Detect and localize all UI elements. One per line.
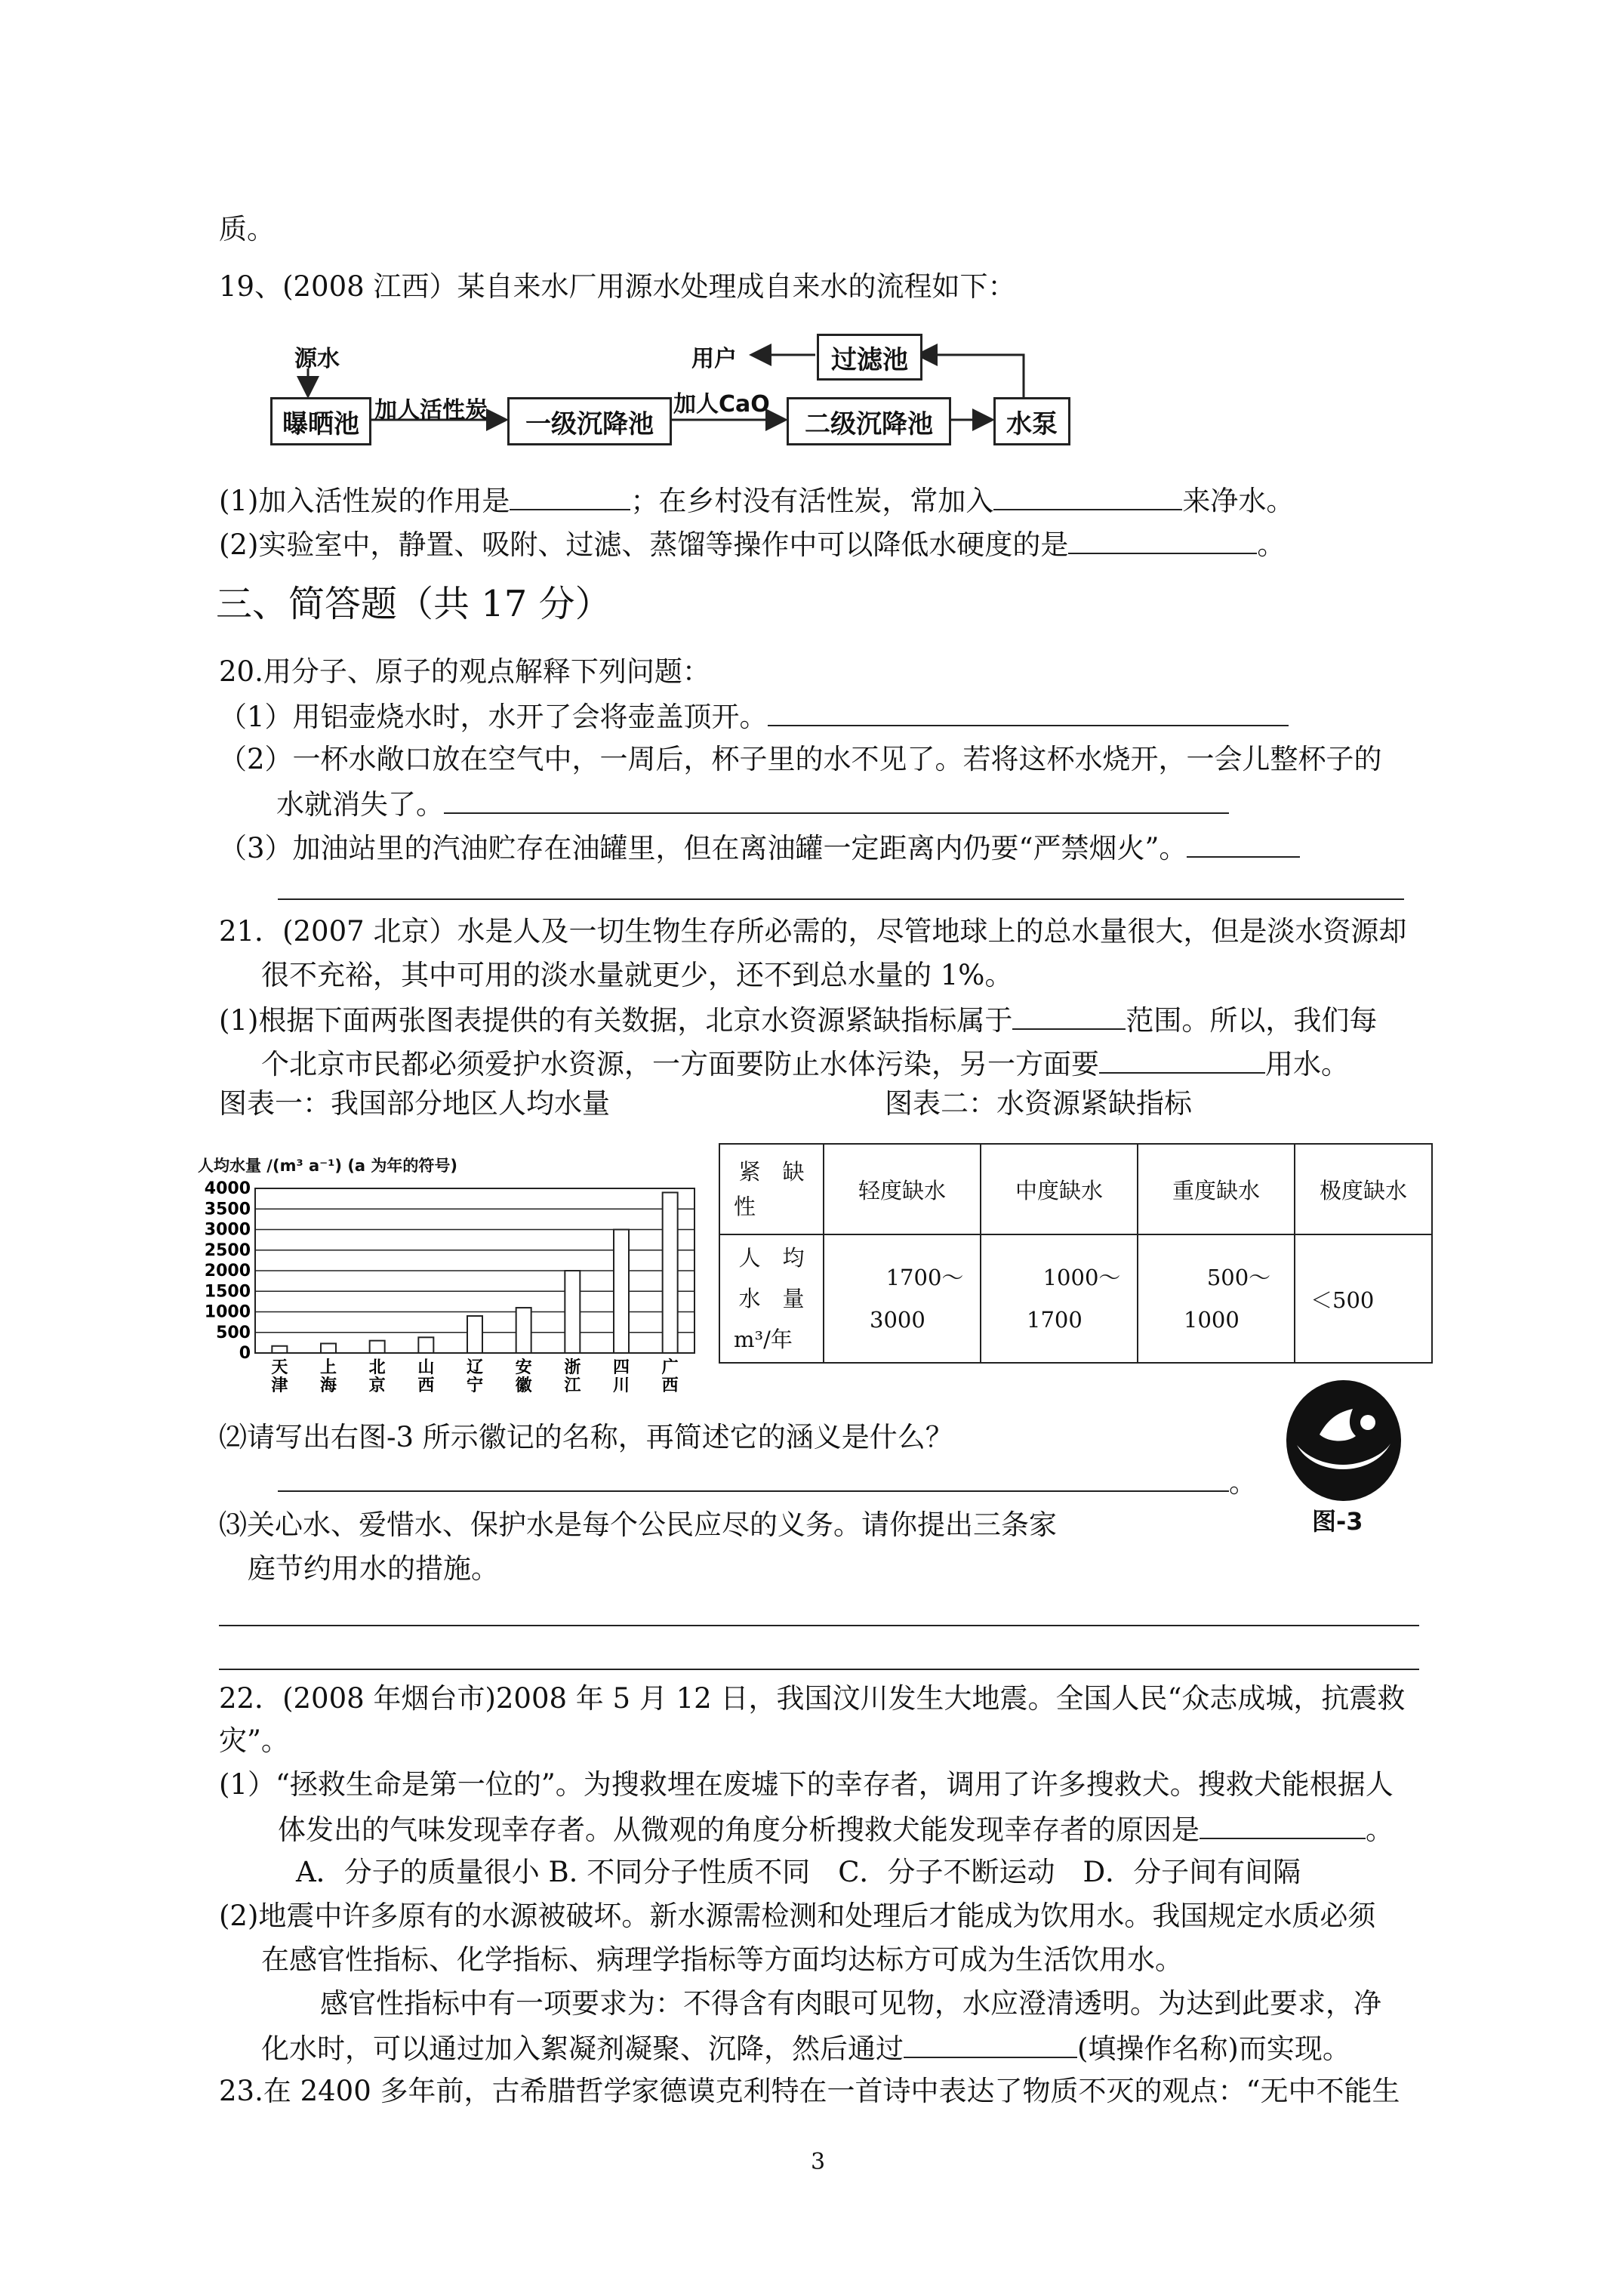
table-header-cell: 极度缺水: [1295, 1144, 1432, 1234]
text: 化水时，可以通过加入絮凝剂凝聚、沉降，然后通过: [261, 2032, 904, 2065]
question-22-options: A．分子的质量很小 B. 不同分子性质不同 C．分子不断运动 D．分子间有间隔: [296, 1856, 1301, 1888]
text: m³/年: [734, 1327, 793, 1352]
question-20-part3: [219, 831, 1300, 865]
table-cell: [1138, 1234, 1295, 1363]
bar: [467, 1316, 482, 1353]
question-20-part1: [219, 699, 1289, 734]
text: （3）加油站里的汽油贮存在油罐里，但在离油罐一定距离内仍要“严禁烟火”。: [219, 832, 1187, 864]
x-tick-label: 广西: [661, 1358, 679, 1395]
flow-node-pump: 水泵: [993, 397, 1070, 445]
section-heading: 三、简答题（共 17 分）: [216, 583, 611, 625]
table-header-cell: 中度缺水: [981, 1144, 1138, 1234]
table-header-cell: 重度缺水: [1138, 1144, 1295, 1234]
flow-user-label: 用户: [691, 346, 737, 372]
text: 范围。所以，我们每: [1126, 1004, 1378, 1037]
text: 用水。: [1265, 1048, 1349, 1080]
answer-blank[interactable]: [1187, 831, 1300, 858]
question-22-part2-cont: 在感官性指标、化学指标、病理学指标等方面均达标方可成为生活饮用水。: [261, 1943, 1183, 1976]
question-21-stem: 21．(2007 北京）水是人及一切生物生存所必需的，尽管地球上的总水量很大，但是淡水资源却: [219, 915, 1407, 948]
y-tick-label: 3500: [204, 1200, 251, 1219]
bar: [565, 1271, 580, 1353]
answer-blank[interactable]: [1200, 1812, 1366, 1839]
chart-title: 人均水量 /(m³ a⁻¹) (a 为年的符号): [198, 1157, 458, 1175]
question-21-part2: ⑵请写出右图-3 所示徽记的名称，再简述它的涵义是什么？: [219, 1421, 953, 1453]
text: 水 量: [738, 1286, 805, 1311]
text: 水就消失了。: [276, 788, 444, 821]
text: 3000: [870, 1307, 925, 1333]
answer-line[interactable]: [278, 898, 1404, 900]
table-cell: [824, 1234, 981, 1363]
text: 性: [734, 1194, 756, 1219]
question-22-stem: 22．(2008 年烟台市)2008 年 5 月 12 日，我国汶川发生大地震。全国人民“众志成城，抗震救: [219, 1682, 1406, 1715]
text: 1700～: [885, 1265, 964, 1290]
question-21-part1-cont: [261, 1046, 1349, 1081]
flow-source-label: 源水: [294, 346, 340, 372]
chart2-caption: 图表二：水资源紧缺指标: [885, 1087, 1192, 1120]
bar: [614, 1230, 629, 1354]
text: 。: [1366, 1814, 1394, 1846]
text: （1）用铝壶烧水时，水开了会将壶盖顶开。: [219, 701, 768, 733]
answer-blank[interactable]: [1012, 1003, 1126, 1030]
answer-blank[interactable]: [768, 699, 1289, 726]
question-21-part3: ⑶关心水、爱惜水、保护水是每个公民应尽的义务。请你提出三条家: [219, 1509, 1057, 1541]
text: 人 均: [738, 1245, 805, 1271]
emblem-caption: 图-3: [1312, 1507, 1363, 1536]
x-tick-label: 天津: [271, 1358, 288, 1395]
bar: [370, 1341, 385, 1353]
y-tick-label: 500: [216, 1323, 251, 1342]
question-22-part2-para: 感官性指标中有一项要求为：不得含有肉眼可见物，水应澄清透明。为达到此要求，净: [320, 1987, 1381, 2020]
x-tick-label: 安徽: [515, 1358, 532, 1395]
answer-blank[interactable]: [278, 1465, 1229, 1492]
x-tick-label: 山西: [417, 1358, 435, 1395]
text: 。: [1229, 1466, 1257, 1499]
question-19-part1: [219, 483, 1294, 518]
question-21-part2-answer: [278, 1465, 1257, 1499]
text: 个北京市民都必须爱护水资源，一方面要防止水体污染，另一方面要: [261, 1048, 1099, 1080]
y-tick-label: 1000: [204, 1302, 251, 1322]
y-tick-label: 3000: [204, 1220, 251, 1240]
question-19-part2: [219, 527, 1285, 562]
flow-step1-label: 加人活性炭: [374, 397, 488, 424]
flow-node-pool1: 曝晒池: [270, 397, 371, 445]
question-20-stem: 20.用分子、原子的观点解释下列问题：: [219, 655, 710, 688]
answer-blank[interactable]: [444, 787, 1229, 814]
answer-line[interactable]: [219, 1625, 1419, 1626]
table-cell: [981, 1234, 1138, 1363]
x-tick-label: 浙江: [564, 1358, 581, 1395]
x-tick-label: 北京: [368, 1358, 386, 1395]
text: (2)实验室中，静置、吸附、过滤、蒸馏等操作中可以降低水硬度的是: [219, 529, 1069, 561]
text: (1)加入活性炭的作用是: [219, 485, 510, 517]
water-saving-emblem-icon: [1283, 1379, 1404, 1504]
flow-node-pool3: 二级沉降池: [787, 397, 951, 445]
y-tick-label: 2000: [204, 1262, 251, 1281]
table-header-cell: [719, 1144, 824, 1234]
y-tick-label: 1500: [204, 1282, 251, 1302]
text: 1000～: [1042, 1265, 1121, 1290]
text: (填操作名称)而实现。: [1077, 2032, 1350, 2065]
answer-blank[interactable]: [1099, 1046, 1265, 1074]
question-22-part2-end: [261, 2031, 1350, 2066]
question-21-part3-cont: 庭节约用水的措施。: [248, 1552, 499, 1585]
table-cell: ＜500: [1295, 1234, 1432, 1363]
bar: [516, 1308, 531, 1353]
x-tick-label: 四川: [612, 1358, 630, 1395]
question-23-stem: 23.在 2400 多年前，古希腊哲学家德谟克利特在一首诗中表达了物质不灭的观点：“无中不能生: [219, 2075, 1400, 2107]
y-tick-label: 2500: [204, 1240, 251, 1260]
text: 来净水。: [1182, 485, 1295, 517]
page-number: 3: [811, 2149, 826, 2175]
x-tick-label: 辽宁: [466, 1358, 484, 1395]
water-scarcity-table: [719, 1143, 1433, 1364]
table-header-cell: 轻度缺水: [824, 1144, 981, 1234]
answer-blank[interactable]: [993, 483, 1182, 510]
flow-node-filter: 过滤池: [817, 334, 922, 381]
bar-chart: [189, 1178, 702, 1397]
y-tick-label: 0: [239, 1344, 251, 1363]
table-row-label: [719, 1234, 824, 1363]
text: ；在乡村没有活性炭，常加入: [630, 485, 994, 517]
text: (1)根据下面两张图表提供的有关数据，北京水资源紧缺指标属于: [219, 1004, 1013, 1037]
text: 紧 缺: [738, 1159, 805, 1185]
flow-node-pool2: 一级沉降池: [507, 397, 672, 445]
answer-line[interactable]: [219, 1669, 1419, 1670]
text: 500～: [1206, 1265, 1271, 1290]
chart1-caption: 图表一：我国部分地区人均水量: [219, 1087, 610, 1120]
question-22-stem-cont: 灾”。: [219, 1724, 289, 1757]
question-22-part1-cont: [278, 1812, 1394, 1847]
question-20-part2-cont: [276, 787, 1229, 821]
y-tick-label: 4000: [204, 1179, 251, 1198]
question-21-stem-cont: 很不充裕，其中可用的淡水量就更少，还不到总水量的 1%。: [261, 959, 1013, 991]
flow-step2-label: 加人CaO: [673, 391, 770, 418]
text: 体发出的气味发现幸存者。从微观的角度分析搜救犬能发现幸存者的原因是: [278, 1814, 1200, 1846]
question-20-part2: （2）一杯水敞口放在空气中，一周后，杯子里的水不见了。若将这杯水烧开，一会儿整杯子的: [219, 743, 1382, 775]
bar: [418, 1337, 433, 1353]
bar: [272, 1346, 287, 1353]
answer-blank[interactable]: [904, 2031, 1077, 2058]
x-tick-label: 上海: [319, 1358, 337, 1395]
answer-blank[interactable]: [1068, 527, 1257, 554]
question-22-part2: (2)地震中许多原有的水源被破坏。新水源需检测和处理后才能成为饮用水。我国规定水质必须: [219, 1900, 1376, 1932]
question-22-part1: (1）“拯救生命是第一位的”。为搜救埋在废墟下的幸存者，调用了许多搜救犬。搜救犬能根据人: [219, 1768, 1394, 1801]
text: 1000: [1184, 1307, 1240, 1333]
question-19-stem: 19、(2008 江西）某自来水厂用源水处理成自来水的流程如下：: [219, 270, 1016, 303]
answer-blank[interactable]: [510, 483, 630, 510]
question-21-part1: [219, 1003, 1377, 1037]
bar: [321, 1343, 336, 1353]
text-line: 质。: [219, 213, 275, 245]
text: 1700: [1027, 1307, 1083, 1333]
bar: [663, 1192, 678, 1353]
text: 。: [1257, 529, 1286, 561]
